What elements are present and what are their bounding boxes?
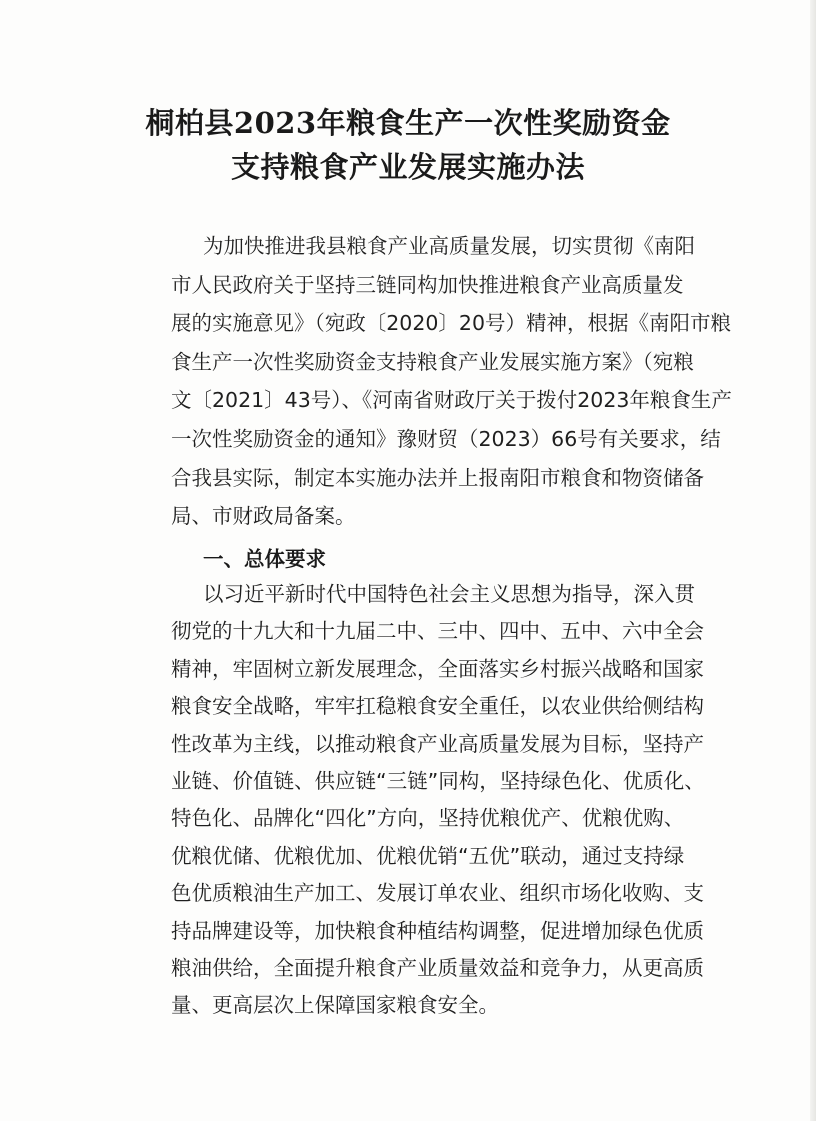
paragraph-line: 业链、价值链、供应链“三链”同构，坚持绿色化、优质化、: [171, 769, 705, 793]
paragraph-line: 粮食安全战略，牢牢扛稳粮食安全重任，以农业供给侧结构: [171, 694, 704, 719]
paragraph-line: 持品牌建设等，加快粮食种植结构调整，促进增加绿色优质: [171, 918, 704, 943]
paragraph-line: 为加快推进我县粮食产业高质量发展，切实贯彻《南阳: [203, 234, 695, 258]
paragraph-line: 量、更高层次上保障国家粮食安全。: [171, 993, 499, 1018]
paragraph-line: 彻党的十九大和十九届二中、三中、四中、五中、六中全会: [171, 619, 704, 644]
paragraph-line: 合我县实际，制定本实施办法并上报南阳市粮食和物资储备: [171, 465, 704, 490]
paragraph-line: 市人民政府关于坚持三链同构加快推进粮食产业高质量发: [171, 272, 684, 297]
paragraph-line: 优粮优储、优粮优加、优粮优销“五优”联动，通过支持绿: [171, 843, 685, 868]
paragraph-line: 以习近平新时代中国特色社会主义思想为指导，深入贯: [203, 582, 695, 606]
paragraph-line: 色优质粮油生产加工、发展订单农业、组织市场化收购、支: [171, 881, 704, 906]
paragraph-line: 文〔2021〕43号）、《河南省财政厅关于拨付2023年粮食生产: [171, 388, 732, 413]
paragraph-line: 局、市财政局备案。: [171, 504, 356, 529]
section-heading-general-requirements: 一、总体要求: [203, 547, 326, 571]
paragraph-line: 粮油供给，全面提升粮食产业质量效益和竞争力，从更高质: [171, 956, 704, 980]
paragraph-line: 精神，牢固树立新发展理念，全面落实乡村振兴战略和国家: [171, 656, 704, 681]
paragraph-line: 食生产一次性奖励资金支持粮食产业发展实施方案》（宛粮: [171, 349, 694, 374]
paragraph-line: 性改革为主线，以推动粮食产业高质量发展为目标，坚持产: [171, 731, 704, 756]
title-line-2: 支持粮食产业发展实施办法: [230, 150, 585, 184]
paragraph-line: 展的实施意见》（宛政〔2020〕20号）精神，根据《南阳市粮: [171, 311, 732, 336]
paragraph-line: 一次性奖励资金的通知》豫财贸（2023）66号有关要求，结: [171, 427, 721, 451]
scan-edge: [810, 0, 816, 1121]
paragraph-line: 特色化、品牌化“四化”方向，坚持优粮优产、优粮优购、: [171, 806, 685, 831]
title-line-1: 桐柏县2023年粮食生产一次性奖励资金: [145, 106, 671, 140]
